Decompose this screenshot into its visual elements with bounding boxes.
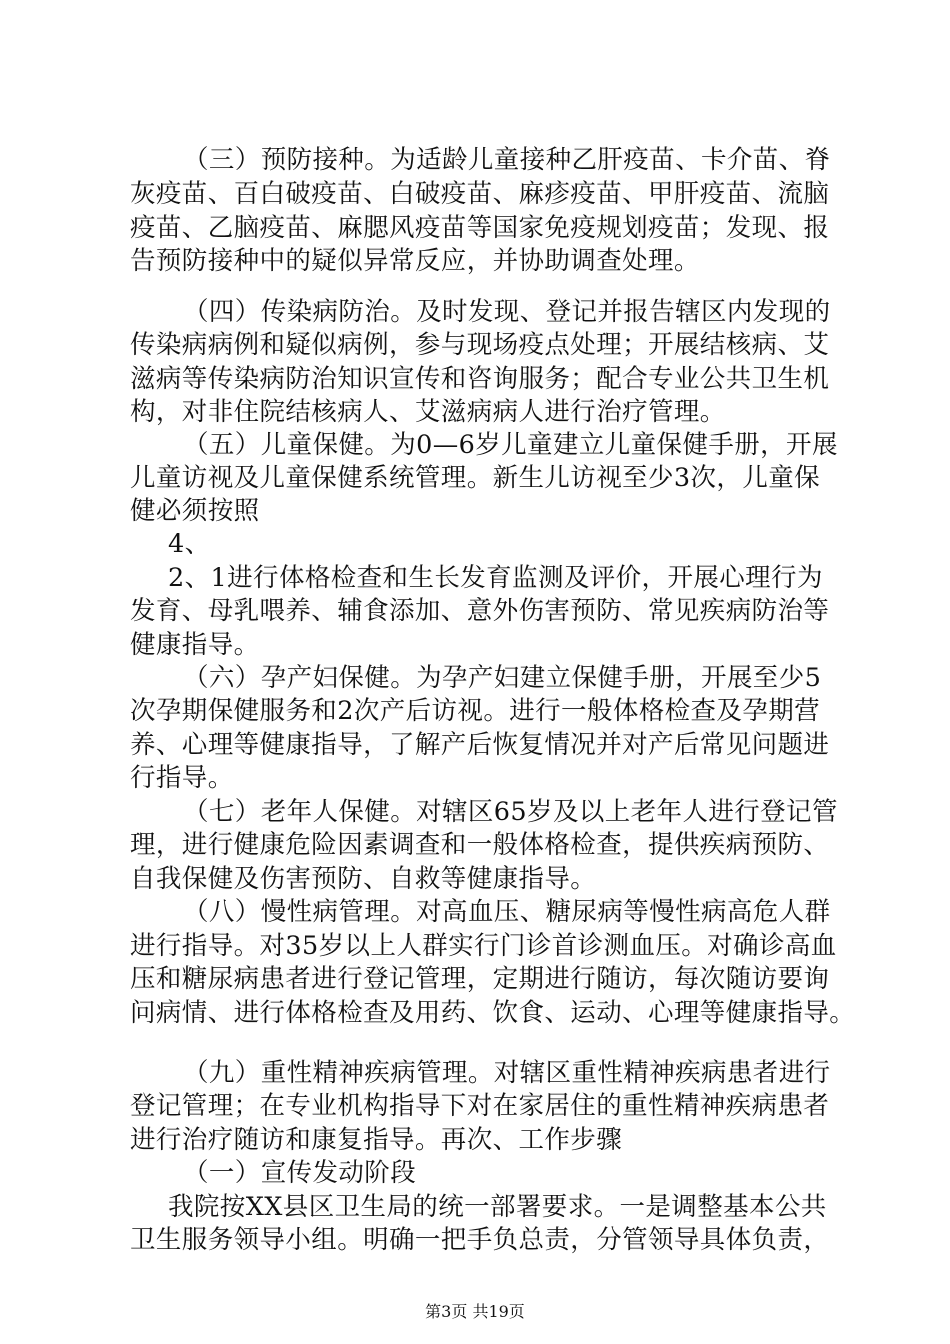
paragraph-line: 问病情、进行体格检查及用药、饮食、运动、心理等健康指导。	[130, 998, 856, 1028]
paragraph-line: （三）预防接种。为适龄儿童接种乙肝疫苗、卡介苗、脊	[183, 145, 831, 175]
paragraph-line: 进行治疗随访和康复指导。再次、工作步骤	[130, 1125, 623, 1155]
paragraph-line: 养、心理等健康指导，了解产后恢复情况并对产后常见问题进	[130, 730, 830, 760]
paragraph-line: 滋病等传染病防治知识宣传和咨询服务；配合专业公共卫生机	[130, 364, 830, 394]
paragraph-line: 我院按XX县区卫生局的统一部署要求。一是调整基本公共	[168, 1192, 827, 1222]
paragraph-line: 健康指导。	[130, 630, 260, 660]
paragraph-line: 发育、母乳喂养、辅食添加、意外伤害预防、常见疾病防治等	[130, 596, 830, 626]
paragraph-line: 告预防接种中的疑似异常反应，并协助调查处理。	[130, 246, 700, 276]
paragraph-line: （七）老年人保健。对辖区65岁及以上老年人进行登记管	[183, 797, 838, 827]
paragraph-line: 疫苗、乙脑疫苗、麻腮风疫苗等国家免疫规划疫苗；发现、报	[130, 213, 830, 243]
paragraph-line: （五）儿童保健。为0—6岁儿童建立儿童保健手册，开展	[183, 430, 838, 460]
paragraph-line: 2、1进行体格检查和生长发育监测及评价，开展心理行为	[168, 563, 823, 593]
paragraph-line: （六）孕产妇保健。为孕产妇建立保健手册，开展至少5	[183, 663, 822, 693]
paragraph-line: 进行指导。对35岁以上人群实行门诊首诊测血压。对确诊高血	[130, 931, 837, 961]
paragraph-line: 卫生服务领导小组。明确一把手负总责，分管领导具体负责，	[130, 1225, 830, 1255]
section-heading: （一）宣传发动阶段	[183, 1158, 417, 1188]
paragraph-line: 儿童访视及儿童保健系统管理。新生儿访视至少3次，儿童保	[130, 463, 821, 493]
page-number-footer: 第3页 共19页	[425, 1302, 525, 1321]
paragraph-line: （九）重性精神疾病管理。对辖区重性精神疾病患者进行	[183, 1058, 831, 1088]
paragraph-line: 登记管理；在专业机构指导下对在家居住的重性精神疾病患者	[130, 1091, 830, 1121]
paragraph-line: 传染病病例和疑似病例，参与现场疫点处理；开展结核病、艾	[130, 330, 830, 360]
paragraph-line: 自我保健及伤害预防、自救等健康指导。	[130, 864, 597, 894]
paragraph-line: 次孕期保健服务和2次产后访视。进行一般体格检查及孕期营	[130, 696, 821, 726]
paragraph-line: 4、	[168, 529, 211, 559]
paragraph-line: （四）传染病防治。及时发现、登记并报告辖区内发现的	[183, 297, 831, 327]
paragraph-line: 行指导。	[130, 763, 234, 793]
paragraph-line: 理，进行健康危险因素调查和一般体格检查，提供疾病预防、	[130, 830, 830, 860]
paragraph-line: （八）慢性病管理。对高血压、糖尿病等慢性病高危人群	[183, 897, 831, 927]
paragraph-line: 健必须按照	[130, 496, 260, 526]
paragraph-line: 灰疫苗、百白破疫苗、白破疫苗、麻疹疫苗、甲肝疫苗、流脑	[130, 179, 830, 209]
paragraph-line: 压和糖尿病患者进行登记管理，定期进行随访，每次随访要询	[130, 964, 830, 994]
paragraph-line: 构，对非住院结核病人、艾滋病病人进行治疗管理。	[130, 397, 726, 427]
